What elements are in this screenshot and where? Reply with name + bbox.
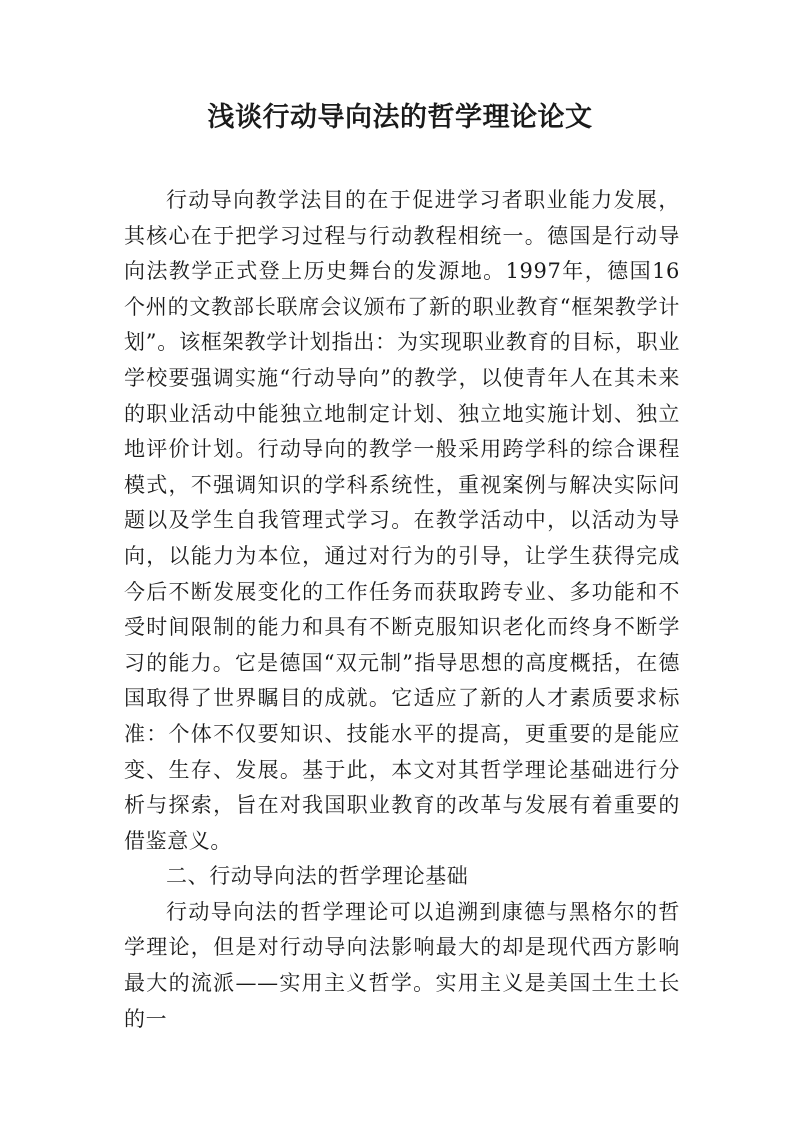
section-heading: 二、行动导向法的哲学理论基础 [166,864,469,889]
document-body [124,183,680,1037]
intro-paragraph: 行动导向教学法目的在于促进学习者职业能力发展，其核心在于把学习过程与行动教程相统一。德国是行动导向法教学正式登上历史舞台的发源地。1997年，德国16个州的文教部长联席会议颁布了新的职业教育“框架教学计划”。该框架教学计划指出：为实现职业教育的目标，职业学校要强调实施“行动导向”的教学，以使青年人在其未来的职业活动中能独立地制定计划、独立地实施计划、独立地评价计划。行动导向的教学一般采用跨学科的综合课程模式，不强调知识的学科系统性，重视案例与解决实际问题以及学生自我管理式学习。在教学活动中，以活动为导向，以能力为本位，通过对行为的引导，让学生获得完成今后不断发展变化的工作任务而获取跨专业、多功能和不受时间限制的能力和具有不断克服知识老化而终身不断学习的能力。它是德国“双元制”指导思想的高度概括，在德国取得了世界瞩目的成就。它适应了新的人才素质要求标准：个体不仅要知识、技能水平的提高，更重要的是能应变、生存、发展。基于此，本文对其哲学理论基础进行分析与探索，旨在对我国职业教育的改革与发展有着重要的借鉴意义。 [124,188,680,853]
section-paragraph: 行动导向法的哲学理论可以追溯到康德与黑格尔的哲学理论，但是对行动导向法影响最大的却是现代西方影响最大的流派——实用主义哲学。实用主义是美国土生土长的一 [124,899,680,1031]
document-title: 浅谈行动导向法的哲学理论论文 [207,102,593,133]
